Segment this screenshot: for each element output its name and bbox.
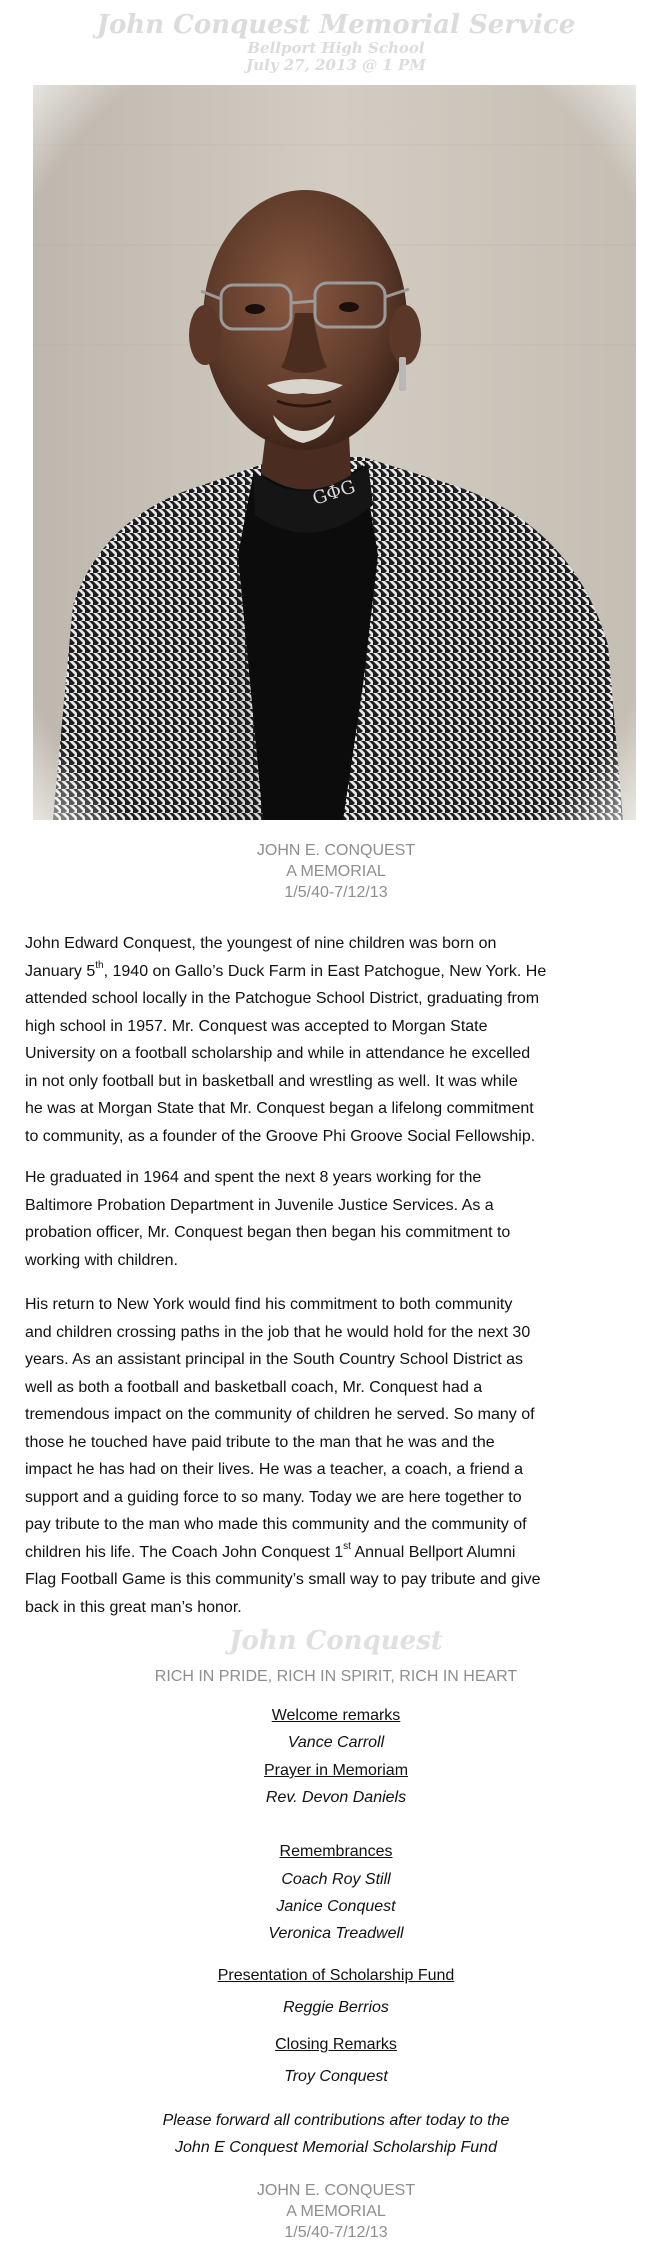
caption-subtitle: A MEMORIAL	[286, 863, 386, 880]
biography-line: well as both a football and basketball coach, Mr. Conquest had a	[25, 1378, 483, 1396]
biography-line: to community, as a founder of the Groove Phi Groove Social Fellowship.	[25, 1127, 536, 1145]
caption-name: JOHN E. CONQUEST	[256, 842, 416, 859]
biography-paragraph-1	[25, 930, 653, 1150]
biography-line: He graduated in 1964 and spent the next 8 years working for the	[25, 1169, 482, 1186]
biography-line: John Edward Conquest, the youngest of nine children was born on	[25, 935, 497, 952]
biography-line: probation officer, Mr. Conquest began then began his commitment to	[25, 1224, 511, 1241]
closing-heading: Closing Remarks	[275, 2036, 397, 2053]
biography-line: children his life. The Coach John Conquest 1st Annual Bellport Alumni	[25, 1541, 516, 1561]
scholarship-heading: Presentation of Scholarship Fund	[217, 1967, 455, 1984]
biography-line: those he touched have paid tribute to the man that he was and the	[25, 1433, 495, 1451]
biography-line: Baltimore Probation Department in Juvenile Justice Services. As a	[25, 1196, 494, 1214]
biography-line: he was at Morgan State that Mr. Conquest began a lifelong commitment	[25, 1100, 534, 1117]
biography-line: years. As an assistant principal in the South Country School District as	[25, 1351, 524, 1368]
biography-line: back in this great man’s honor.	[25, 1598, 242, 1616]
biography-line: January 5th, 1940 on Gallo’s Duck Farm in East Patchogue, New York. He	[25, 960, 547, 980]
caption-subtitle: A MEMORIAL	[286, 2203, 386, 2220]
contributions-note-line-1: Please forward all contributions after today to the	[162, 2112, 510, 2129]
service-date: July 27, 2013 @ 1 PM	[246, 56, 426, 74]
contributions-note-line-2: John E Conquest Memorial Scholarship Fund	[175, 2139, 497, 2156]
biography-line: support and a guiding force to so many. Today we are here together to	[25, 1488, 522, 1506]
memorial-portrait-photo	[33, 85, 636, 820]
program-name-heading: John Conquest	[229, 1626, 443, 1656]
welcome-speaker: Vance Carroll	[287, 1734, 385, 1751]
caption-name: JOHN E. CONQUEST	[256, 2182, 416, 2199]
biography-paragraph-2	[25, 1164, 653, 1274]
biography-line: attended school locally in the Patchogue School District, graduating from	[25, 990, 540, 1007]
biography-line: working with children.	[25, 1251, 178, 1269]
remembrances-heading: Remembrances	[279, 1843, 393, 1860]
biography-line: pay tribute to the man who made this community and the community of	[25, 1516, 527, 1533]
caption-dates: 1/5/40-7/12/13	[284, 2224, 388, 2241]
biography-line: His return to New York would find his commitment to both community	[25, 1296, 513, 1313]
service-title: John Conquest Memorial Service	[96, 10, 576, 40]
memorial-caption-footer	[0, 2180, 672, 2243]
biography-line: Flag Football Game is this community’s small way to pay tribute and give	[25, 1571, 541, 1588]
remembrances-speaker: Janice Conquest	[276, 1898, 396, 1915]
remembrances-speaker: Coach Roy Still	[281, 1871, 391, 1888]
memorial-caption	[0, 840, 672, 903]
biography-line: high school in 1957. Mr. Conquest was accepted to Morgan State	[25, 1017, 488, 1035]
biography-line: in not only football but in basketball and wrestling as well. It was while	[25, 1072, 518, 1090]
scholarship-speaker: Reggie Berrios	[283, 1999, 389, 2016]
prayer-heading: Prayer in Memoriam	[263, 1762, 409, 1779]
biography-line: impact he has had on their lives. He was a teacher, a coach, a friend a	[25, 1461, 524, 1478]
biography-paragraph-3	[25, 1291, 653, 1621]
biography-line: tremendous impact on the community of children he served. So many of	[25, 1406, 535, 1423]
service-school: Bellport High School	[247, 39, 425, 57]
welcome-heading: Welcome remarks	[271, 1707, 401, 1724]
caption-dates: 1/5/40-7/12/13	[284, 884, 388, 901]
prayer-speaker: Rev. Devon Daniels	[265, 1789, 407, 1806]
closing-speaker: Troy Conquest	[284, 2068, 388, 2085]
biography-line: and children crossing paths in the job that he would hold for the next 30	[25, 1323, 531, 1341]
remembrances-speaker: Veronica Treadwell	[268, 1925, 404, 1942]
program-motto: RICH IN PRIDE, RICH IN SPIRIT, RICH IN HEART	[154, 1668, 518, 1685]
biography-line: University on a football scholarship and while in attendance he excelled	[25, 1045, 531, 1062]
